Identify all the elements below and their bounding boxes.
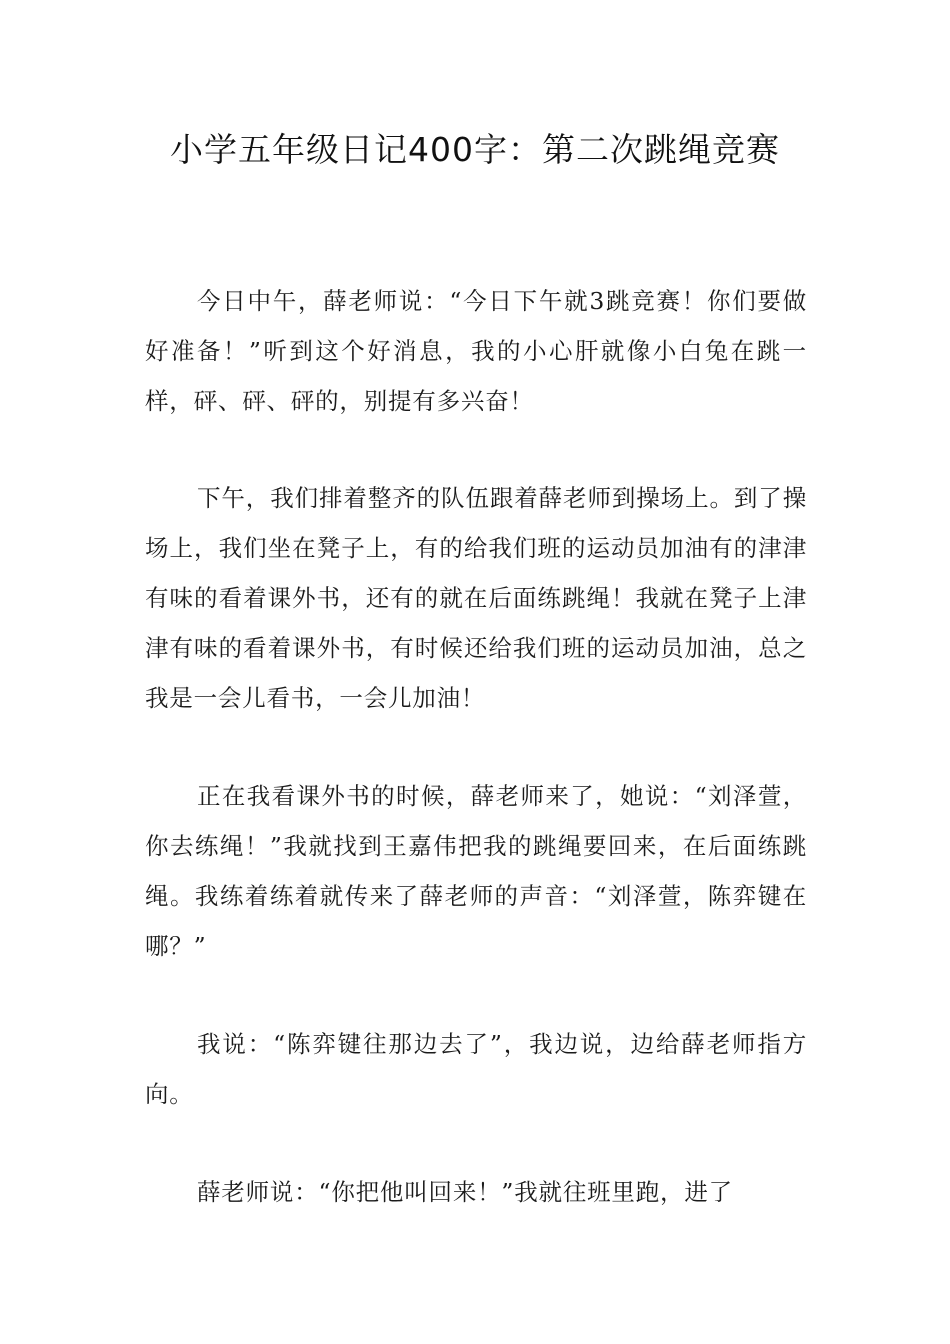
paragraph-2: 下午，我们排着整齐的队伍跟着薛老师到操场上。到了操场上，我们坐在凳子上，有的给我们班的运动员加油有的津津有味的看着课外书，还有的就在后面练跳绳！我就在凳子上津津有味的看着课外书，有时候还给我们班的运动员加油，总之我是一会儿看书，一会儿加油！ (145, 484, 807, 712)
paragraph-1: 今日中午，薛老师说：“今日下午就3跳竞赛！你们要做好准备！”听到这个好消息，我的小心肝就像小白兔在跳一样，砰、砰、砰的，别提有多兴奋！ (145, 287, 807, 415)
paragraph-3: 正在我看课外书的时候，薛老师来了，她说：“刘泽萱，你去练绳！”我就找到王嘉伟把我的跳绳要回来，在后面练跳绳。我练着练着就传来了薛老师的声音：“刘泽萱，陈弈键在哪？” (145, 782, 807, 960)
document-title: 小学五年级日记400字：第二次跳绳竞赛 (170, 130, 780, 169)
paragraph-5: 薛老师说：“你把他叫回来！”我就往班里跑，进了 (197, 1178, 733, 1206)
paragraph-4: 我说：“陈弈键往那边去了”，我边说，边给薛老师指方向。 (145, 1030, 807, 1108)
